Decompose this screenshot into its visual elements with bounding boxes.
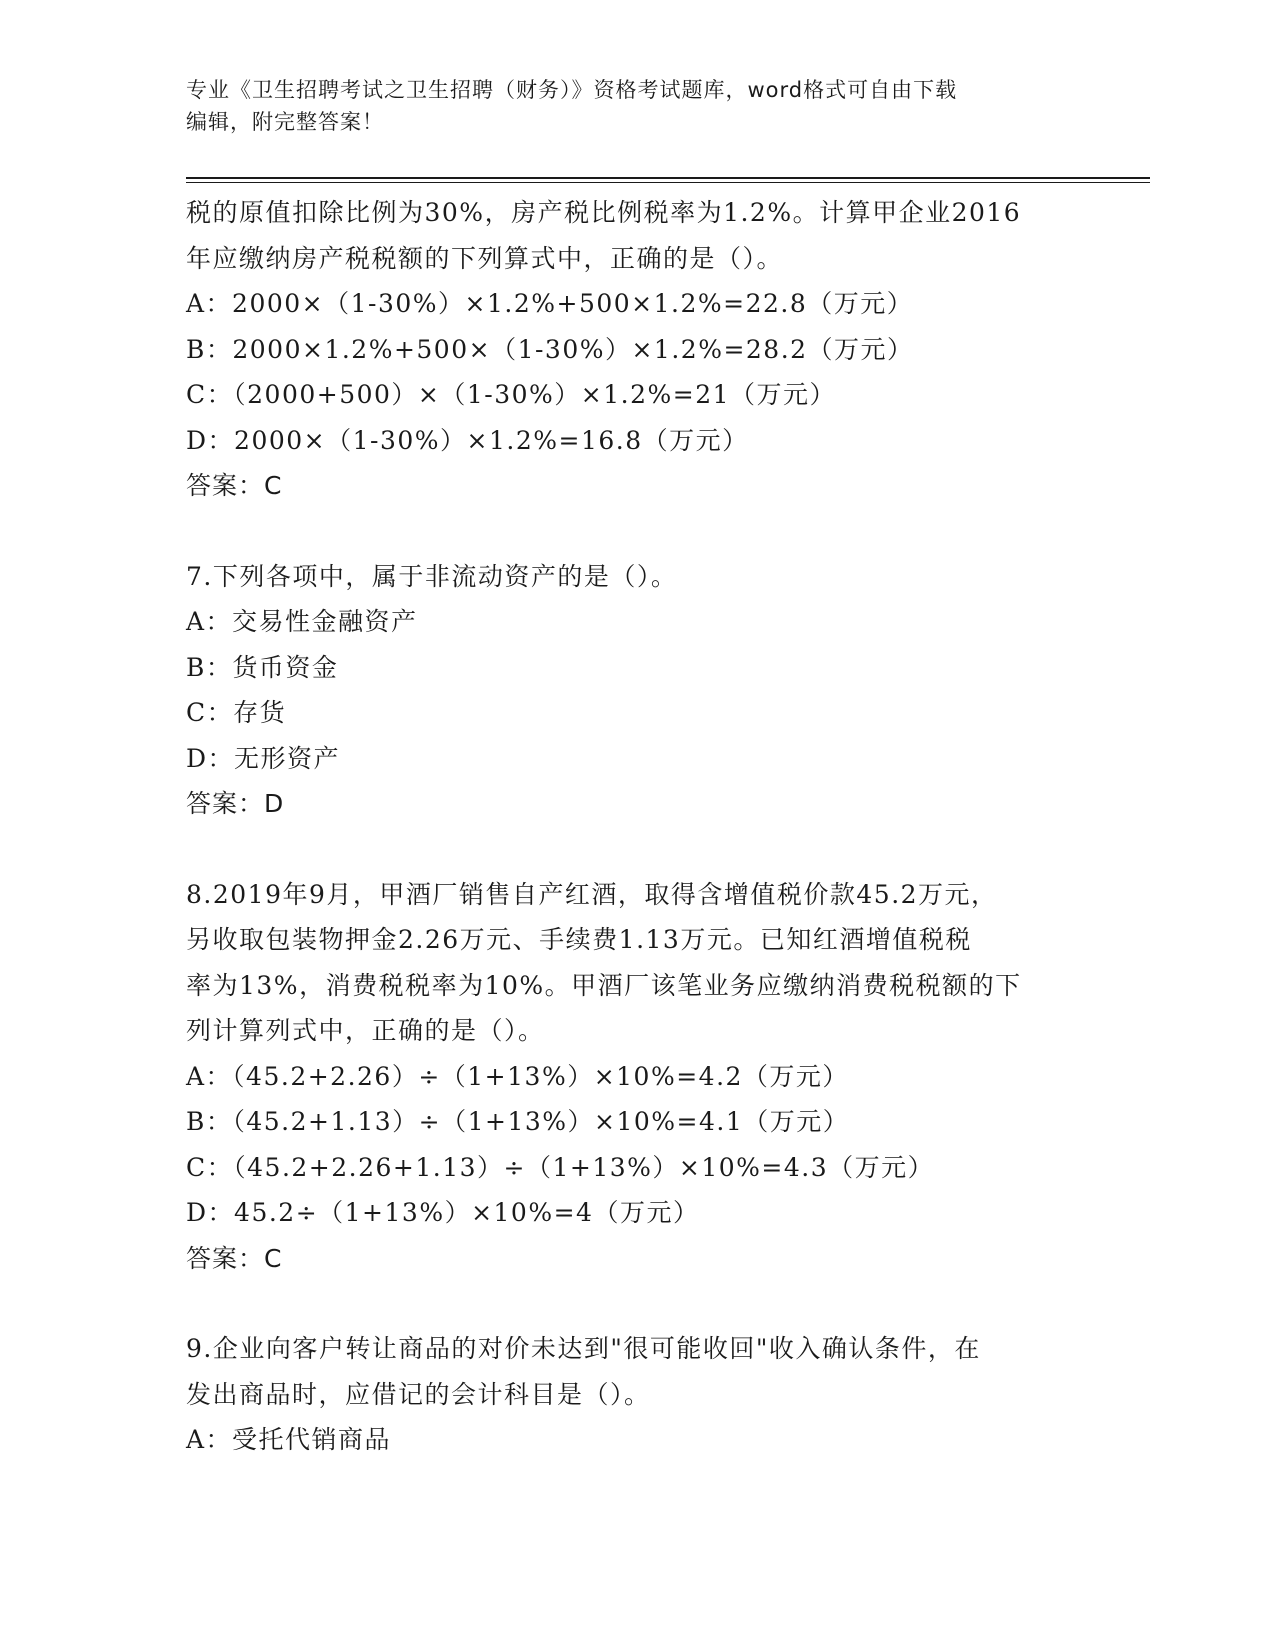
document-header	[186, 74, 1086, 138]
question-stem-line: 8.2019年9月，甲酒厂销售自产红酒，取得含增值税价款45.2万元，	[186, 879, 998, 909]
question-spacer	[186, 1281, 1086, 1326]
option-a: A：（45.2+2.26）÷（1+13%）×10%=4.2（万元）	[186, 1061, 849, 1091]
option-c: C：（45.2+2.26+1.13）÷（1+13%）×10%=4.3（万元）	[186, 1152, 935, 1182]
option-d: D：2000×（1-30%）×1.2%=16.8（万元）	[186, 425, 749, 455]
option-c: C：存货	[186, 698, 287, 727]
document-body	[186, 190, 1086, 1463]
option-b: B：2000×1.2%+500×（1-30%）×1.2%=28.2（万元）	[186, 334, 914, 364]
option-c: C：（2000+500）×（1-30%）×1.2%=21（万元）	[186, 380, 837, 409]
question-stem-line: 年应缴纳房产税税额的下列算式中，正确的是（）。	[186, 243, 784, 273]
question-stem-line: 9.企业向客户转让商品的对价未达到"很可能收回"收入确认条件，在	[186, 1334, 981, 1363]
question-7	[186, 554, 1086, 827]
header-title-line-1: 专业《卫生招聘考试之卫生招聘（财务）》资格考试题库，word格式可自由下载	[186, 78, 958, 102]
option-b: B：货币资金	[186, 652, 339, 682]
option-b: B：（45.2+1.13）÷（1+13%）×10%=4.1（万元）	[186, 1107, 850, 1136]
question-stem-line: 列计算列式中，正确的是（）。	[186, 1016, 545, 1045]
answer-line: 答案：C	[186, 1243, 283, 1273]
question-6-continued	[186, 190, 1086, 509]
header-title-line-2: 编辑，附完整答案！	[186, 110, 384, 134]
option-a: A：受托代销商品	[186, 1425, 392, 1454]
question-stem-line: 率为13%，消费税税率为10%。甲酒厂该笔业务应缴纳消费税税额的下	[186, 970, 1022, 1000]
question-spacer	[186, 827, 1086, 872]
option-a: A：交易性金融资产	[186, 607, 418, 636]
question-9	[186, 1326, 1086, 1463]
option-d: D：无形资产	[186, 743, 341, 773]
question-spacer	[186, 509, 1086, 554]
answer-line: 答案：D	[186, 789, 285, 818]
question-stem-line: 发出商品时，应借记的会计科目是（）。	[186, 1379, 651, 1409]
question-stem-line: 税的原值扣除比例为30%，房产税比例税率为1.2%。计算甲企业2016	[186, 198, 1022, 227]
option-d: D：45.2÷（1+13%）×10%=4（万元）	[186, 1198, 700, 1227]
question-stem-line: 另收取包装物押金2.26万元、手续费1.13万元。已知红酒增值税税	[186, 925, 972, 954]
answer-line: 答案：C	[186, 471, 283, 500]
header-divider-thin	[186, 182, 1150, 183]
question-8	[186, 872, 1086, 1282]
option-a: A：2000×（1-30%）×1.2%+500×1.2%=22.8（万元）	[186, 289, 914, 318]
header-divider-thick	[186, 177, 1150, 179]
question-stem-line: 7.下列各项中，属于非流动资产的是（）。	[186, 561, 678, 591]
